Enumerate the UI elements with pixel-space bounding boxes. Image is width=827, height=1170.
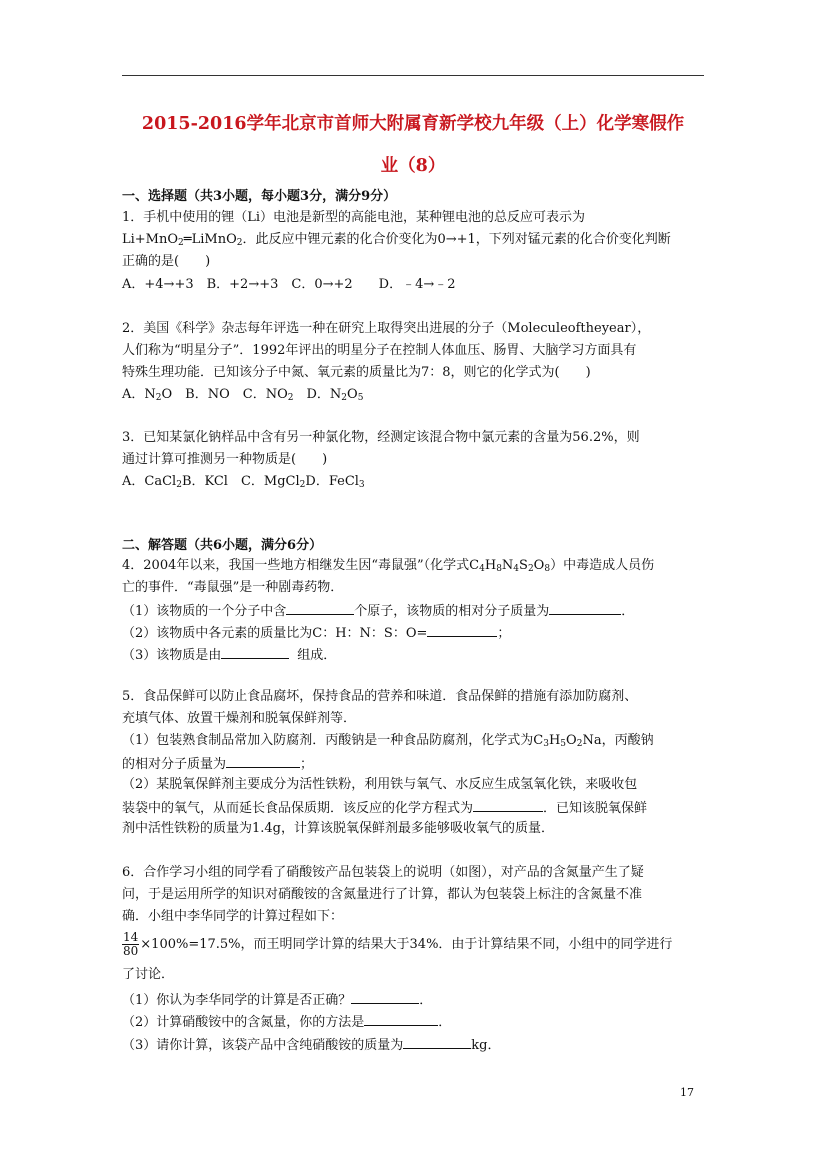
q6-line1: 6．合作学习小组的同学看了硝酸铵产品包装袋上的说明（如图），对产品的含氮量产生了疑	[122, 865, 644, 880]
fraction: $\frac{14}{80}$	[123, 930, 139, 958]
q1-line1: 1．手机中使用的锂（Li）电池是新型的高能电池，某种锂电池的总反应可表示为	[122, 210, 586, 225]
q2-line3: 特殊生理功能．已知该分子中氮、氧元素的质量比为7：8，则它的化学式为( )	[122, 365, 591, 380]
q3-line2: 通过计算可推测另一种物质是( )	[122, 452, 328, 467]
q2-line2: 人们称为“明星分子”．1992年评出的明星分子在控制人体血压、肠胃、大脑学习方面具有	[122, 343, 637, 358]
q5-line5: （2）某脱氧保鲜剂主要成分为活性铁粉，利用铁与氧气、水反应生成氢氧化铁，来吸收包	[122, 777, 638, 792]
answer-blank[interactable]	[286, 601, 354, 615]
answer-blank[interactable]	[364, 1012, 438, 1026]
q6-line3: 确．小组中李华同学的计算过程如下：	[122, 909, 344, 924]
q2-line1: 2．美国《科学》杂志每年评选一种在研究上取得突出进展的分子（Moleculeoftheyear），	[122, 321, 651, 336]
page-number: 17	[680, 1086, 694, 1099]
q5-line3: （1）包装熟食制品常加入防腐剂．丙酸钠是一种食品防腐剂，化学式为$C_3H_5O_2Na$，丙酸钠	[122, 733, 654, 749]
q1-options: A．+4→+3 B．+2→+3 C．0→+2 D．﹣4→﹣2	[122, 277, 456, 292]
answer-blank[interactable]	[427, 623, 497, 637]
q6-part1: （1）你认为李华同学的计算是否正确？ ．	[122, 990, 722, 1010]
q6-line5: 了讨论．	[122, 967, 175, 982]
q5-line1: 5．食品保鲜可以防止食品腐坏，保持食品的营养和味道．食品保鲜的措施有添加防腐剂、	[122, 689, 638, 704]
q6-part3: （3）请你计算，该袋产品中含纯硝酸铵的质量为 kg．	[122, 1035, 722, 1055]
q5-line2: 充填气体、放置干燥剂和脱氧保鲜剂等．	[122, 711, 357, 726]
answer-blank[interactable]	[473, 798, 543, 812]
q4-part2: （2）该物质中各元素的质量比为C：H：N：S：O= ；	[122, 623, 722, 643]
q1-line3: 正确的是( )	[122, 254, 211, 269]
q5-line4: 的相对分子质量为 ；	[122, 754, 722, 774]
q4-part3: （3）该物质是由 组成．	[122, 645, 722, 665]
q6-line2: 问，于是运用所学的知识对硝酸铵的含氮量进行了计算，都认为包装袋上标注的含氮量不准	[122, 887, 643, 902]
q6-part2: （2）计算硝酸铵中的含氮量，你的方法是 ．	[122, 1012, 722, 1032]
section-heading-answer: 二、解答题（共6小题，满分6分）	[122, 538, 323, 553]
answer-blank[interactable]	[549, 601, 621, 615]
answer-blank[interactable]	[351, 990, 419, 1004]
q6-line4: $\frac{14}{80}$ ×100%=17.5%，而王明同学计算的结果大于34%．由于计算结果不同，小组中的同学进行	[123, 930, 673, 958]
header-rule	[122, 75, 704, 76]
q3-line1: 3．已知某氯化钠样品中含有另一种氯化物，经测定该混合物中氯元素的含量为56.2%，则	[122, 430, 640, 445]
q2-options: A．$N_2O$ B．NO C．$NO_2$ D．$N_2O_5$	[122, 387, 364, 403]
q5-line7: 剂中活性铁粉的质量为1.4g，计算该脱氧保鲜剂最多能够吸收氧气的质量．	[122, 821, 554, 836]
q4-line2: 亡的事件．“毒鼠强”是一种剧毒药物．	[122, 580, 344, 595]
page-title-line1: 2015-2016学年北京市首师大附属育新学校九年级（上）化学寒假作	[141, 114, 685, 134]
page-title-line2: 业（8）	[380, 156, 446, 176]
answer-blank[interactable]	[221, 645, 289, 659]
q1-line2: Li+MnO$_2$═LiMnO$_2$．此反应中锂元素的化合价变化为0→+1，下列对锰元素的化合价变化判断	[122, 232, 671, 248]
answer-blank[interactable]	[226, 754, 300, 768]
q3-options: A．CaCl$_2$B．KCl C．MgCl$_2$D．FeCl$_3$	[122, 474, 365, 490]
section-heading-choice: 一、选择题（共3小题，每小题3分，满分9分）	[122, 189, 397, 204]
answer-blank[interactable]	[403, 1035, 471, 1049]
q4-part1: （1）该物质的一个分子中含 个原子，该物质的相对分子质量为 ．	[122, 601, 722, 621]
q5-line6: 装袋中的氧气，从而延长食品保质期．该反应的化学方程式为 ．已知该脱氧保鲜	[122, 798, 722, 818]
q4-line1: 4．2004年以来，我国一些地方相继发生因“毒鼠强”（化学式$C_4H_8N_4S_2O_8$）中毒造成人员伤	[122, 558, 655, 574]
